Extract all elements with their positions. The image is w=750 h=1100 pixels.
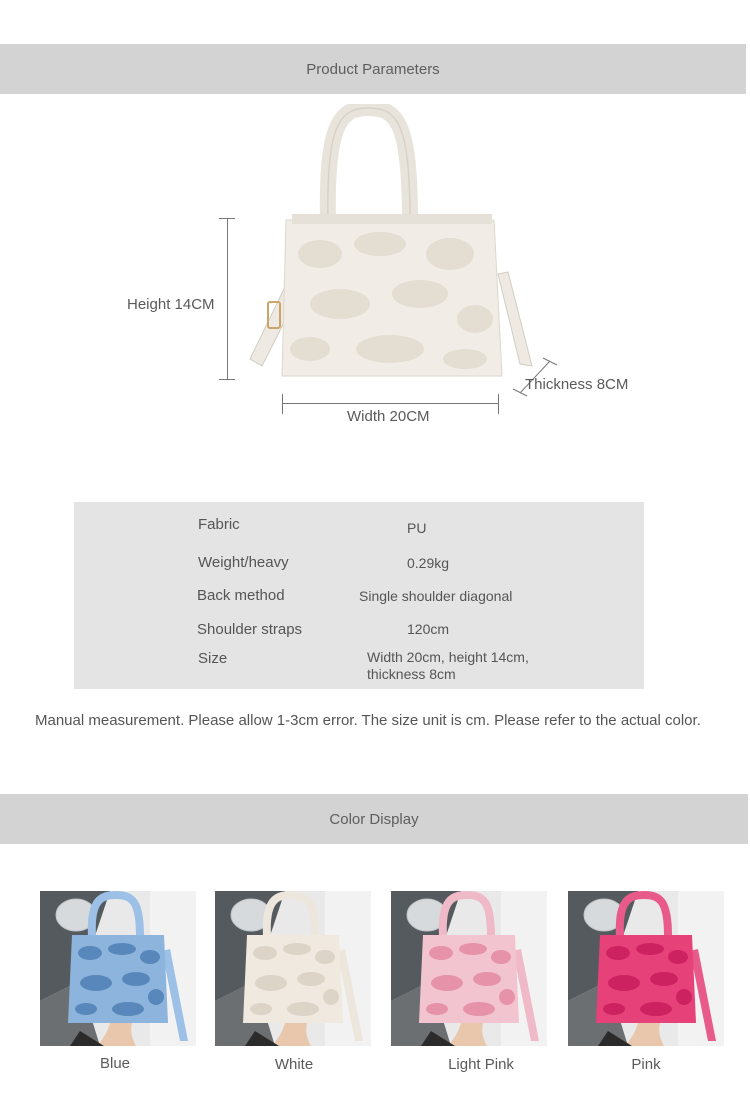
param-value-size-line2: thickness 8cm — [367, 666, 456, 682]
section-title: Product Parameters — [306, 60, 440, 78]
section-title: Color Display — [329, 810, 419, 828]
parameter-table — [74, 502, 644, 689]
height-dimension-cap-bottom — [219, 379, 235, 380]
param-value-back-method: Single shoulder diagonal — [359, 588, 513, 604]
param-value-shoulder-straps: 120cm — [407, 621, 450, 637]
param-value-fabric: PU — [407, 520, 427, 536]
color-label-white: White — [274, 1056, 314, 1073]
color-label-blue: Blue — [99, 1055, 131, 1072]
param-label-size: Size — [198, 650, 228, 667]
param-value-size — [367, 649, 529, 683]
param-value-size-line1: Width 20cm, height 14cm, — [367, 649, 529, 665]
height-dimension-line — [227, 218, 228, 380]
param-label-fabric: Fabric — [198, 516, 240, 533]
section-banner-product-parameters — [0, 44, 746, 94]
param-value-weight: 0.29kg — [407, 555, 450, 571]
width-dimension-cap-right — [498, 394, 499, 414]
height-label: Height 14CM — [127, 296, 215, 313]
bag-photo — [391, 891, 547, 1046]
height-dimension-cap-top — [219, 218, 235, 219]
param-label-weight: Weight/heavy — [198, 554, 289, 571]
color-label-light-pink: Light Pink — [448, 1056, 514, 1073]
measurement-note: Manual measurement. Please allow 1-3cm error. The size unit is cm. Please refer to the actual color. — [35, 712, 701, 729]
color-swatch-blue[interactable] — [40, 891, 196, 1046]
color-swatch-light-pink[interactable] — [391, 891, 547, 1046]
color-swatch-pink[interactable] — [568, 891, 724, 1046]
bag-photo — [215, 891, 371, 1046]
width-label: Width 20CM — [347, 408, 430, 425]
thickness-label: Thickness 8CM — [525, 376, 629, 393]
color-swatch-white[interactable] — [215, 891, 371, 1046]
width-dimension-line — [282, 403, 499, 404]
bag-image — [240, 104, 550, 384]
color-label-pink: Pink — [631, 1056, 661, 1073]
width-dimension-cap-left — [282, 394, 283, 414]
param-label-back-method: Back method — [197, 587, 285, 604]
param-label-shoulder-straps: Shoulder straps — [197, 621, 303, 638]
bag-photo — [40, 891, 196, 1046]
bag-photo — [568, 891, 724, 1046]
section-banner-color-display — [0, 794, 748, 844]
